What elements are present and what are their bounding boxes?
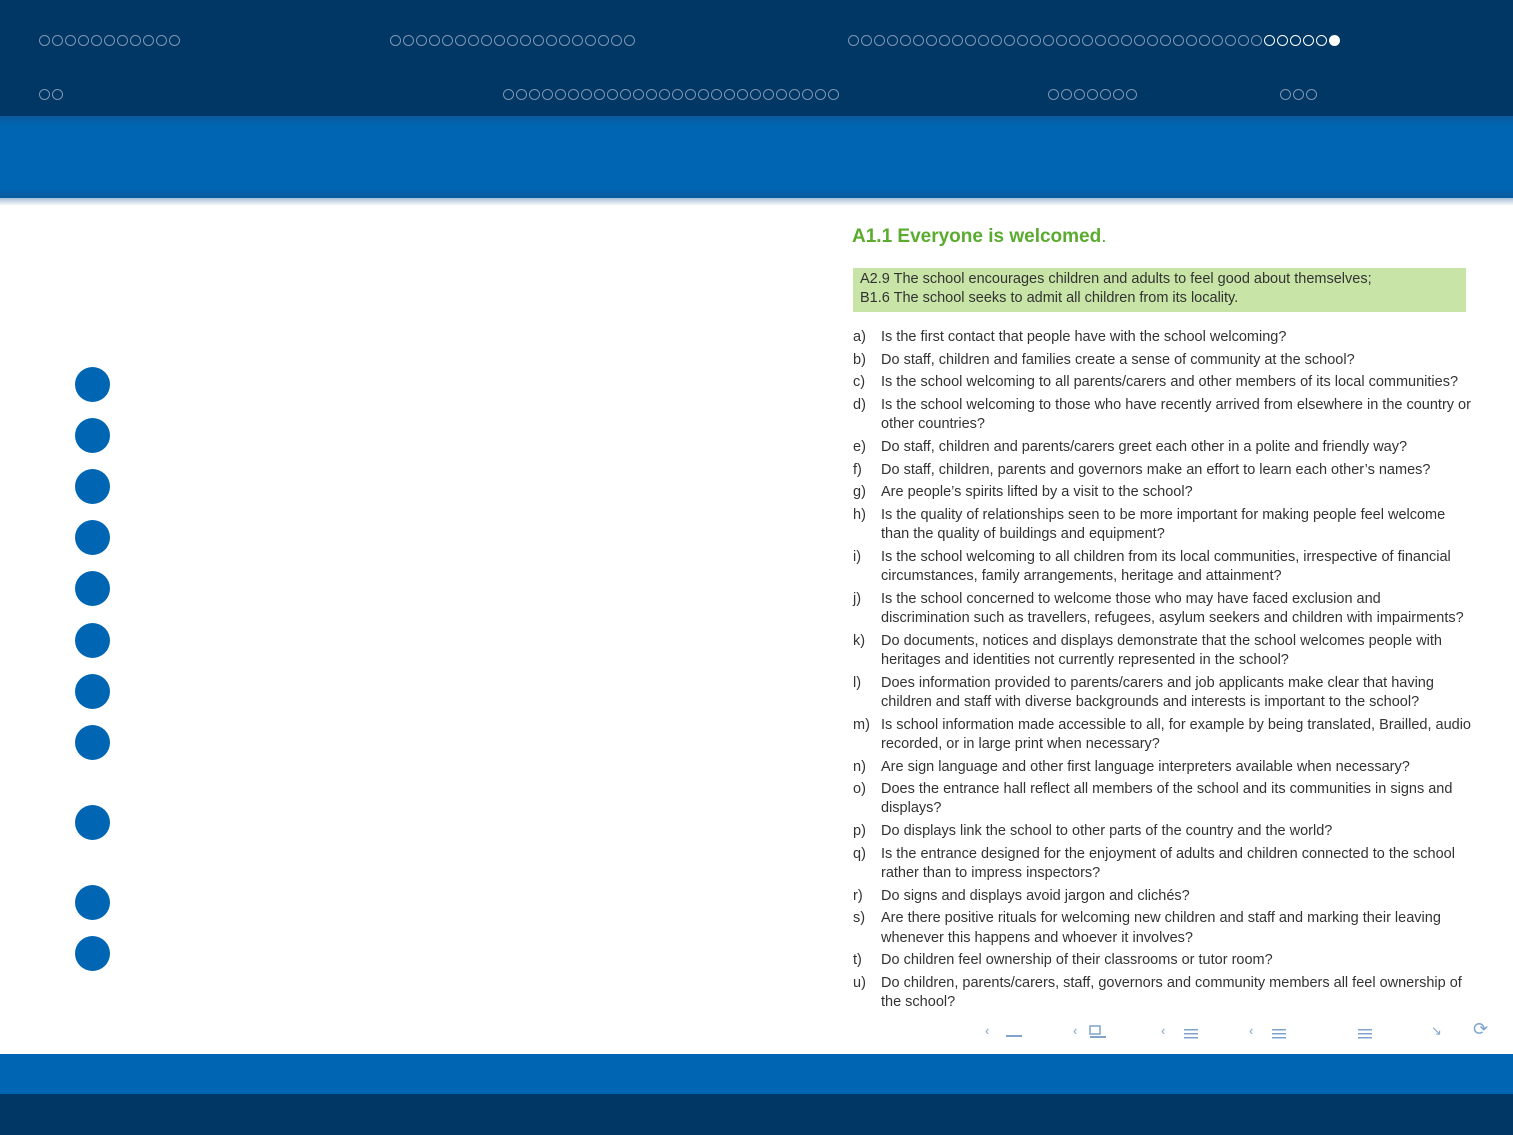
nav-dot[interactable]: [169, 35, 180, 46]
nav-dot[interactable]: [1186, 35, 1197, 46]
nav-dot[interactable]: [1113, 89, 1124, 100]
question-text: Do children, parents/carers, staff, governors and community members all feel ownership of the school?: [881, 975, 1462, 1011]
question-label: p): [853, 823, 866, 840]
nav-dot[interactable]: [568, 89, 579, 100]
nav-dot[interactable]: [789, 89, 800, 100]
nav-dot[interactable]: [913, 35, 924, 46]
bullet-circle: [75, 367, 110, 402]
nav-dot[interactable]: [887, 35, 898, 46]
nav-dot[interactable]: [1082, 35, 1093, 46]
section-icon[interactable]: [1089, 1023, 1111, 1039]
nav-dot[interactable]: [1108, 35, 1119, 46]
nav-section-3[interactable]: [848, 35, 1340, 46]
question-label: h): [853, 507, 866, 524]
list-icon[interactable]: [1271, 1025, 1291, 1039]
question-item: [853, 974, 1473, 1012]
nav-subsection-4[interactable]: [1280, 89, 1317, 100]
nav-dot[interactable]: [1004, 35, 1015, 46]
question-item: [853, 351, 1473, 370]
nav-dot[interactable]: [633, 89, 644, 100]
nav-dot[interactable]: [442, 35, 453, 46]
question-label: m): [853, 716, 870, 733]
nav-dot[interactable]: [939, 35, 950, 46]
nav-dot[interactable]: [156, 35, 167, 46]
nav-dot[interactable]: [481, 35, 492, 46]
question-item: [853, 822, 1473, 841]
nav-dot[interactable]: [611, 35, 622, 46]
nav-dot[interactable]: [1173, 35, 1184, 46]
question-text: Do displays link the school to other parts of the country and the world?: [881, 823, 1333, 840]
frame-icon[interactable]: [1005, 1027, 1025, 1039]
nav-dot[interactable]: [529, 89, 540, 100]
nav-dot[interactable]: [542, 89, 553, 100]
question-text: Does information provided to parents/carers and job applicants make clear that having children and staff with diverse backgrounds and interests is important to the school?: [881, 674, 1434, 710]
nav-dot[interactable]: [1017, 35, 1028, 46]
nav-dot[interactable]: [52, 35, 63, 46]
bullet-circle: [75, 805, 110, 840]
nav-dot[interactable]: [1238, 35, 1249, 46]
question-label: d): [853, 397, 866, 414]
nav-dot[interactable]: [1043, 35, 1054, 46]
nav-dot[interactable]: [516, 89, 527, 100]
question-item: [853, 951, 1473, 970]
question-label: e): [853, 439, 866, 456]
question-text: Do documents, notices and displays demonstrate that the school welcomes people with heritages and identities not currently represented in the school?: [881, 632, 1442, 669]
nav-dot[interactable]: [698, 89, 709, 100]
nav-dot[interactable]: [1100, 89, 1111, 100]
nav-dot[interactable]: [1095, 35, 1106, 46]
question-label: u): [853, 975, 866, 992]
nav-dot[interactable]: [1069, 35, 1080, 46]
nav-section-2[interactable]: [390, 35, 635, 46]
nav-dot[interactable]: [572, 35, 583, 46]
nav-dot[interactable]: [390, 35, 401, 46]
nav-dot[interactable]: [724, 89, 735, 100]
nav-dot[interactable]: [926, 35, 937, 46]
nav-dot[interactable]: [952, 35, 963, 46]
bullet-circle: [75, 623, 110, 658]
nav-dot[interactable]: [861, 35, 872, 46]
nav-dot[interactable]: [1087, 89, 1098, 100]
question-label: t): [853, 952, 862, 969]
footer-dark-band: [0, 1094, 1513, 1135]
question-label: l): [853, 674, 862, 691]
bullet-circle: [75, 418, 110, 453]
nav-dot[interactable]: [991, 35, 1002, 46]
indicator-title: [852, 226, 1107, 248]
nav-dot[interactable]: [594, 89, 605, 100]
nav-dot[interactable]: [416, 35, 427, 46]
question-item: [853, 845, 1473, 883]
question-item: [853, 461, 1473, 480]
bullet-circle: [75, 725, 110, 760]
nav-dot[interactable]: [104, 35, 115, 46]
nav-dot[interactable]: [1251, 35, 1262, 46]
related-indicator-line: A2.9 The school encourages children and adults to feel good about themselves;: [860, 271, 1372, 287]
nav-dot[interactable]: [546, 35, 557, 46]
nav-subsection-1[interactable]: [39, 89, 63, 100]
nav-dot[interactable]: [620, 89, 631, 100]
prev-subsection-icon[interactable]: ‹: [1161, 1023, 1166, 1038]
nav-dot[interactable]: [1030, 35, 1041, 46]
question-text: Are sign language and other first language interpreters available when necessary?: [881, 758, 1410, 775]
bullet-circle: [75, 469, 110, 504]
nav-dot[interactable]: [978, 35, 989, 46]
nav-dot[interactable]: [1293, 89, 1304, 100]
nav-dot[interactable]: [503, 89, 514, 100]
next-subsection-icon[interactable]: ‹: [1249, 1023, 1254, 1038]
question-label: g): [853, 484, 866, 501]
bullet-circle: [75, 885, 110, 920]
nav-dot[interactable]: [468, 35, 479, 46]
question-text: Is the school welcoming to those who have recently arrived from elsewhere in the country or other countries?: [881, 397, 1471, 433]
question-label: o): [853, 781, 866, 798]
nav-dot[interactable]: [1074, 89, 1085, 100]
footer-blue-band: [0, 1054, 1513, 1094]
nav-dot[interactable]: [1225, 35, 1236, 46]
question-text: Is the school welcoming to all children from its local communities, irrespective of financial circumstances, family arrangements, heritage and attainment?: [881, 549, 1451, 585]
question-item: [853, 758, 1473, 777]
question-item: [853, 716, 1473, 754]
nav-dot[interactable]: [39, 35, 50, 46]
nav-dot[interactable]: [874, 35, 885, 46]
indicator-title-text: A1.1 Everyone is welcomed: [852, 226, 1102, 247]
question-text: Is the first contact that people have with the school welcoming?: [881, 329, 1287, 345]
prev-frame-icon[interactable]: ‹: [985, 1023, 990, 1038]
question-item: [853, 909, 1473, 947]
question-text: Is the entrance designed for the enjoyment of adults and children connected to the school rather than to impress inspectors?: [881, 845, 1455, 882]
nav-dot[interactable]: [763, 89, 774, 100]
question-item: [853, 396, 1473, 434]
question-label: c): [853, 374, 866, 391]
question-text: Do staff, children, parents and governors make an effort to learn each other’s names?: [881, 461, 1431, 478]
nav-dot[interactable]: [1121, 35, 1132, 46]
question-label: k): [853, 632, 866, 649]
header-shadow: [0, 198, 1513, 206]
nav-dot[interactable]: [1329, 35, 1340, 46]
nav-dot[interactable]: [520, 35, 531, 46]
subsection-icon[interactable]: [1183, 1025, 1203, 1039]
question-text: Are people’s spirits lifted by a visit to the school?: [881, 484, 1193, 501]
indicator-title-period: .: [1101, 226, 1107, 247]
question-label: j): [853, 590, 862, 607]
question-item: [853, 590, 1473, 628]
question-text: Do staff, children and parents/carers greet each other in a polite and friendly way?: [881, 439, 1408, 456]
nav-dot[interactable]: [1316, 35, 1327, 46]
question-text: Does the entrance hall reflect all members of the school and its communities in signs and displays?: [881, 781, 1453, 817]
nav-dot[interactable]: [848, 35, 859, 46]
refresh-icon[interactable]: ⟳: [1473, 1019, 1489, 1039]
nav-dot[interactable]: [39, 89, 50, 100]
related-indicators-box: [853, 268, 1466, 312]
nav-dot[interactable]: [455, 35, 466, 46]
question-label: f): [853, 461, 862, 478]
question-item: [853, 373, 1473, 392]
question-item: [853, 674, 1473, 712]
question-label: s): [853, 910, 866, 927]
nav-dot[interactable]: [1147, 35, 1158, 46]
nav-dot[interactable]: [598, 35, 609, 46]
nav-dot[interactable]: [900, 35, 911, 46]
nav-dot[interactable]: [1126, 89, 1137, 100]
question-label: n): [853, 758, 866, 775]
nav-dot[interactable]: [802, 89, 813, 100]
nav-dot[interactable]: [1306, 89, 1317, 100]
question-text: Is school information made accessible to all, for example by being translated, Brailled, audio recorded, or in large print when necessary?: [881, 716, 1471, 752]
question-label: q): [853, 845, 866, 862]
bullet-circle: [75, 936, 110, 971]
nav-dot[interactable]: [65, 35, 76, 46]
question-text: Are there positive rituals for welcoming new children and staff and marking their leaving whenever this happens and whoever it involves?: [881, 910, 1441, 946]
nav-dot[interactable]: [1061, 89, 1072, 100]
nav-dot[interactable]: [646, 89, 657, 100]
nav-dot[interactable]: [91, 35, 102, 46]
nav-dot[interactable]: [559, 35, 570, 46]
nav-dot[interactable]: [429, 35, 440, 46]
nav-dot[interactable]: [555, 89, 566, 100]
nav-dot[interactable]: [659, 89, 670, 100]
question-item: [853, 887, 1473, 906]
header-top-band: [0, 0, 1513, 116]
related-indicator-line: B1.6 The school seeks to admit all children from its locality.: [860, 290, 1239, 306]
question-item: [853, 548, 1473, 586]
question-text: Is the school welcoming to all parents/carers and other members of its local communities?: [881, 374, 1459, 391]
question-item: [853, 328, 1473, 347]
nav-dot[interactable]: [1277, 35, 1288, 46]
page-controls: [985, 1019, 1500, 1041]
nav-dot[interactable]: [78, 35, 89, 46]
question-label: a): [853, 329, 866, 345]
question-text: Is the school concerned to welcome those who may have faced exclusion and discrimination such as travellers, refugees, asylum seekers and children with impairments?: [881, 590, 1464, 627]
question-label: b): [853, 351, 866, 368]
prev-section-icon[interactable]: ‹: [1073, 1023, 1078, 1038]
nav-dot[interactable]: [581, 89, 592, 100]
question-item: [853, 438, 1473, 457]
nav-dot[interactable]: [1048, 89, 1059, 100]
nav-dot[interactable]: [685, 89, 696, 100]
nav-dot[interactable]: [1056, 35, 1067, 46]
nav-dot[interactable]: [117, 35, 128, 46]
question-text: Do signs and displays avoid jargon and clichés?: [881, 887, 1190, 904]
nav-dot[interactable]: [403, 35, 414, 46]
nav-dot[interactable]: [737, 89, 748, 100]
question-item: [853, 780, 1473, 818]
nav-dot[interactable]: [607, 89, 618, 100]
nav-dot[interactable]: [965, 35, 976, 46]
nav-dot[interactable]: [1303, 35, 1314, 46]
nav-section-1[interactable]: [39, 35, 180, 46]
question-item: [853, 632, 1473, 670]
question-text: Do staff, children and families create a sense of community at the school?: [881, 351, 1355, 368]
nav-subsection-3[interactable]: [1048, 89, 1137, 100]
nav-dot[interactable]: [143, 35, 154, 46]
question-item: [853, 483, 1473, 502]
question-text: Do children feel ownership of their classrooms or tutor room?: [881, 952, 1273, 969]
header-title-band: [0, 116, 1513, 198]
nav-dot[interactable]: [1280, 89, 1291, 100]
bullet-circle: [75, 520, 110, 555]
nav-dot[interactable]: [130, 35, 141, 46]
nav-dot[interactable]: [585, 35, 596, 46]
question-label: i): [853, 549, 862, 566]
search-icon[interactable]: ↘: [1431, 1023, 1442, 1038]
question-list: [853, 328, 1473, 1016]
nav-dot[interactable]: [533, 35, 544, 46]
nav-dot[interactable]: [1160, 35, 1171, 46]
nav-dot[interactable]: [776, 89, 787, 100]
nav-dot[interactable]: [1290, 35, 1301, 46]
question-label: r): [853, 887, 863, 904]
nav-dot[interactable]: [507, 35, 518, 46]
nav-dot[interactable]: [828, 89, 839, 100]
back-icon[interactable]: [1357, 1025, 1377, 1039]
question-item: [853, 506, 1473, 544]
nav-dot[interactable]: [1134, 35, 1145, 46]
nav-subsection-2[interactable]: [503, 89, 839, 100]
nav-dot[interactable]: [1212, 35, 1223, 46]
bullet-circle: [75, 571, 110, 606]
nav-dot[interactable]: [494, 35, 505, 46]
nav-dot[interactable]: [52, 89, 63, 100]
nav-dot[interactable]: [672, 89, 683, 100]
question-text: Is the quality of relationships seen to be more important for making people feel welcome than the quality of buildings and equipment?: [881, 507, 1446, 543]
nav-dot[interactable]: [815, 89, 826, 100]
nav-dot[interactable]: [624, 35, 635, 46]
nav-dot[interactable]: [1199, 35, 1210, 46]
nav-dot[interactable]: [750, 89, 761, 100]
nav-dot[interactable]: [711, 89, 722, 100]
bullet-circle: [75, 674, 110, 709]
nav-dot[interactable]: [1264, 35, 1275, 46]
